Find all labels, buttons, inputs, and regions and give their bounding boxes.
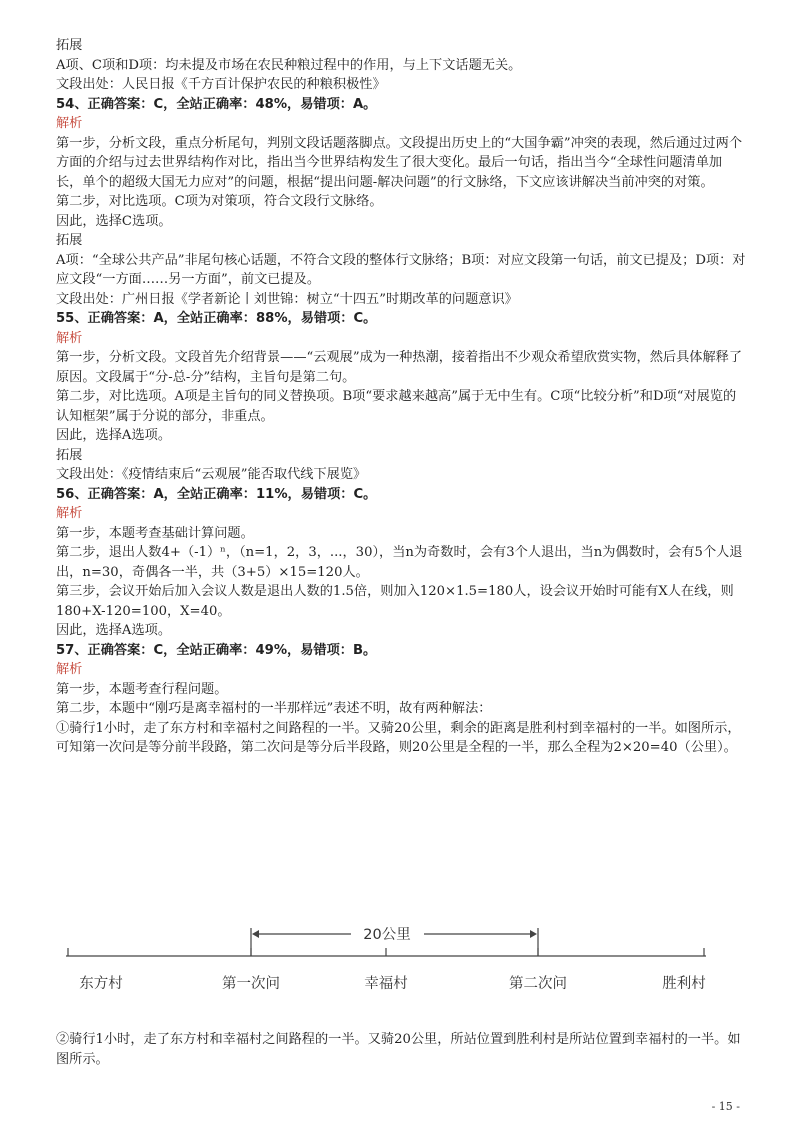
text-line: 第一步，本题考查基础计算问题。 — [56, 525, 254, 541]
answer-header: 56、正确答案：A，全站正确率：11%，易错项：C。 — [56, 486, 377, 502]
text-line: 第二步，退出人数4+（-1）ⁿ，（n=1，2，3，...，30），当n为奇数时，会有3个人退出，当n为偶数时，会有5个人退出，n=30，奇偶各一半，共（3+5）×15=120人。 — [56, 545, 743, 580]
text-line: 文段出处：广州日报《学者新论丨刘世锦：树立“十四五”时期改革的问题意识》 — [56, 291, 518, 307]
arrowhead-right — [530, 930, 537, 938]
document-body — [56, 36, 746, 758]
route-diagram — [56, 908, 746, 1008]
label-xingfu: 幸福村 — [364, 976, 408, 992]
document-body-after — [56, 1030, 746, 1069]
page-number: - 15 - — [711, 1100, 740, 1113]
text-line: 文段出处：人民日报《千方百计保护农民的种粮积极性》 — [56, 77, 386, 92]
text-line: 第一步，分析文段，重点分析尾句，判别文段话题落脚点。文段提出历史上的“大国争霸”冲突的表现，然后通过过两个方面的介绍与过去世界结构作对比，指出当今世界结构发生了很大变化。最后一句话，指出当今“全球性问题清单加长，单个的超级大国无力应对”的问题，根据“提出问题-解决问题”的行文脉络，下文应该讲解决当前冲突的对策。 — [56, 135, 743, 190]
text-line: 第三步，会议开始后加入会议人数是退出人数的1.5倍，则加入120×1.5=180人，设会议开始时可能有X人在线，则180+X-120=100，X=40。 — [56, 584, 734, 619]
text-line: 第一步，本题考查行程问题。 — [56, 681, 228, 697]
route-diagram-svg — [56, 908, 746, 1008]
label-shengli: 胜利村 — [662, 976, 706, 992]
text-line: A项、C项和D项：均未提及市场在农民种粮过程中的作用，与上下文话题无关。 — [56, 57, 522, 73]
text-line: ②骑行1小时，走了东方村和幸福村之间路程的一半。又骑20公里，所站位置到胜利村是所站位置到幸福村的一半。如图所示。 — [56, 1032, 741, 1067]
text-line: A项：“全球公共产品”非尾句核心话题，不符合文段的整体行文脉络；B项：对应文段第一句话，前文已提及；D项：对应文段“一方面……另一方面”，前文已提及。 — [56, 252, 746, 287]
label-second-ask: 第二次问 — [509, 976, 567, 992]
span-label: 20公里 — [363, 927, 411, 943]
analysis-label: 解析 — [56, 330, 83, 346]
label-dongfang: 东方村 — [79, 976, 123, 992]
text-line: 第二步，对比选项。C项为对策项，符合文段行文脉络。 — [56, 194, 383, 209]
analysis-label: 解析 — [56, 506, 83, 521]
analysis-label: 解析 — [56, 662, 83, 677]
text-line: 拓展 — [56, 38, 83, 53]
text-line: 拓展 — [56, 447, 83, 463]
text-line: 因此，选择A选项。 — [56, 623, 172, 638]
answer-header: 57、正确答案：C，全站正确率：49%，易错项：B。 — [56, 642, 377, 658]
answer-header: 54、正确答案：C，全站正确率：48%，易错项：A。 — [56, 96, 377, 112]
text-line: 因此，选择A选项。 — [56, 428, 172, 443]
answer-header: 55、正确答案：A，全站正确率：88%，易错项：C。 — [56, 311, 377, 326]
text-line: 因此，选择C选项。 — [56, 213, 172, 229]
text-line: ①骑行1小时，走了东方村和幸福村之间路程的一半。又骑20公里，剩余的距离是胜利村到幸福村的一半。如图所示，可知第一次问是等分前半段路，第二次问是等分后半段路，则20公里是全程的一半，那么全程为2×20=40（公里）。 — [56, 720, 741, 755]
arrowhead-left — [252, 930, 259, 938]
text-line: 第二步，对比选项。A项是主旨句的同义替换项。B项“要求越来越高”属于无中生有。C项“比较分析”和D项“对展览的认知框架”属于分说的部分，非重点。 — [56, 389, 737, 424]
text-line: 第一步，分析文段。文段首先介绍背景——“云观展”成为一种热潮，接着指出不少观众希望欣赏实物，然后具体解释了原因。文段属于“分-总-分”结构，主旨句是第二句。 — [56, 350, 743, 385]
text-line: 文段出处：《疫情结束后“云观展”能否取代线下展览》 — [56, 467, 367, 482]
text-line: 拓展 — [56, 233, 83, 248]
label-first-ask: 第一次问 — [222, 976, 280, 992]
analysis-label: 解析 — [56, 116, 83, 131]
text-line: 第二步，本题中“刚巧是离幸福村的一半那样远”表述不明，故有两种解法： — [56, 701, 492, 716]
